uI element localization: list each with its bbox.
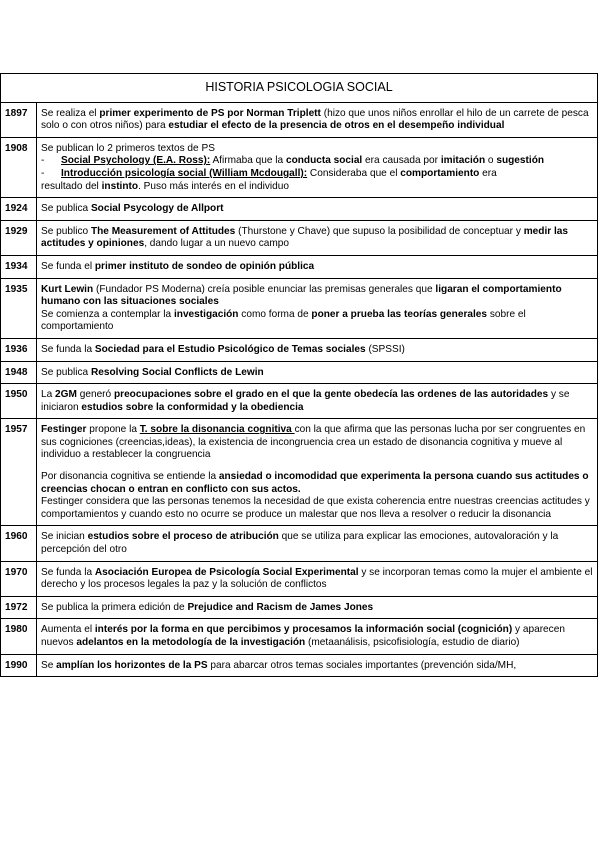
bold-term: The Measurement of Attitudes	[90, 225, 236, 237]
bold-term: Asociación Europea de Psicología Social Experimental	[94, 566, 359, 578]
dash-bullet: -	[41, 167, 45, 179]
text-fragment: y se iniciaron	[41, 389, 570, 413]
year-cell: 1908	[1, 137, 37, 197]
text-fragment: y se incorporan temas como la mujer el ambiente el derecho y los procesos legales la paz y la solución de conflictos	[41, 566, 593, 591]
text-fragment: Se realiza el	[41, 107, 100, 119]
text-fragment: Se publico	[41, 225, 91, 237]
event-paragraph	[41, 660, 593, 673]
text-fragment: Aumenta el	[41, 624, 95, 636]
text-fragment: propone la	[86, 424, 140, 436]
bold-term: conducta social	[285, 155, 363, 167]
year-cell: 1934	[1, 255, 37, 278]
year-cell: 1970	[1, 561, 37, 596]
text-fragment: Se comienza a contemplar la	[41, 308, 174, 320]
event-description	[37, 561, 598, 596]
text-fragment: Se funda el	[41, 260, 95, 272]
event-paragraph	[41, 108, 593, 133]
bold-term: estudiar el efecto de la presencia de otros en el desempeño individual	[168, 120, 505, 132]
text-fragment: La	[41, 389, 56, 401]
event-description	[37, 255, 598, 278]
year-cell: 1957	[1, 419, 37, 526]
bold-term: Prejudice and Racism de James Jones	[187, 601, 374, 613]
text-fragment: o	[485, 155, 497, 167]
event-description	[37, 596, 598, 619]
bold-term: interés por la forma en que percibimos y procesamos la información social (cognición)	[94, 624, 513, 636]
timeline-row-1924	[1, 198, 598, 221]
year-cell: 1948	[1, 361, 37, 384]
text-fragment: Se funda la	[41, 566, 95, 578]
bold-term: sugestión	[496, 155, 545, 167]
timeline-row-1970	[1, 561, 598, 596]
year-cell: 1929	[1, 220, 37, 255]
event-paragraph	[41, 389, 593, 414]
text-fragment: Se publican lo 2 primeros textos de PS	[41, 142, 215, 154]
year-cell: 1950	[1, 384, 37, 419]
timeline-row-1897	[1, 102, 598, 137]
event-paragraph	[41, 602, 593, 615]
event-description	[37, 361, 598, 384]
title-row	[1, 74, 598, 103]
bold-term: estudios sobre la conformidad y la obediencia	[81, 401, 304, 413]
event-paragraph	[41, 567, 593, 592]
timeline-row-1948	[1, 361, 598, 384]
underlined-term: T. sobre la disonancia cognitiva	[139, 424, 295, 436]
text-fragment: (metaanálisis, psicofisiología, estudio de diario)	[305, 637, 520, 648]
timeline-row-1929	[1, 220, 598, 255]
text-fragment: Se	[41, 659, 57, 671]
year-cell: 1980	[1, 619, 37, 654]
bold-term: ansiedad o incomodidad que experimenta la persona cuando sus actitudes o creencias chocan o entran en conflicto con sus actos.	[41, 471, 589, 495]
event-paragraph	[41, 309, 593, 334]
text-fragment: y aparecen nuevos	[41, 624, 565, 648]
bold-term: ligaran el comportamiento humano con las situaciones sociales	[41, 283, 562, 308]
text-fragment: sobre el comportamiento	[41, 308, 526, 333]
text-fragment: era	[479, 167, 497, 179]
year-cell: 1972	[1, 596, 37, 619]
text-fragment: (hizo que unos niños enrollar el hilo de un carrete de pesca solo o con otros niños) para	[41, 107, 589, 132]
sub-list	[41, 155, 593, 180]
timeline-row-1972	[1, 596, 598, 619]
paragraph-spacer	[41, 462, 593, 471]
text-fragment: Se publica la primera edición de	[41, 601, 188, 613]
year-cell: 1960	[1, 526, 37, 561]
text-fragment: Se funda la	[41, 343, 95, 355]
event-description	[37, 137, 598, 197]
timeline-row-1950	[1, 384, 598, 419]
event-paragraph	[41, 471, 593, 496]
bold-term: Kurt Lewin	[41, 283, 94, 295]
text-fragment: Por disonancia cognitiva se entiende la	[41, 471, 219, 483]
event-paragraph	[41, 344, 593, 357]
event-paragraph	[41, 624, 593, 649]
event-paragraph	[41, 367, 593, 380]
event-description	[37, 220, 598, 255]
history-document	[0, 73, 598, 677]
event-paragraph	[41, 284, 593, 309]
year-cell: 1935	[1, 278, 37, 338]
event-description	[37, 338, 598, 361]
text-fragment: era causada por	[362, 155, 441, 167]
text-fragment: Festinger considera que las personas tenemos la necesidad de que exista coherencia entre nuestras creencias actitudes y comportamientos y cuando esto no ocurre se produce un malestar que nos lleva a resolver o reducir la disonancia	[41, 496, 590, 520]
event-description	[37, 526, 598, 561]
bold-term: comportamiento	[400, 167, 480, 179]
underlined-term: Social Psychology (E.A. Ross):	[61, 155, 211, 167]
timeline-row-1936	[1, 338, 598, 361]
text-fragment: Se inician	[41, 531, 88, 543]
text-fragment: Se publica	[41, 203, 91, 215]
event-paragraph	[41, 203, 593, 216]
timeline-row-1908	[1, 137, 598, 197]
timeline-row-1960	[1, 526, 598, 561]
sub-list-item	[41, 155, 593, 168]
year-cell: 1924	[1, 198, 37, 221]
event-description	[37, 278, 598, 338]
bold-term: 2GM	[55, 389, 77, 401]
event-paragraph	[41, 261, 593, 274]
bold-term: preocupaciones sobre el grado en el que la gente obedecía las ordenes de las autoridades	[113, 389, 549, 401]
year-cell: 1990	[1, 654, 37, 677]
event-paragraph	[41, 496, 593, 521]
timeline-row-1980	[1, 619, 598, 654]
text-fragment: Afirmaba que la	[210, 155, 286, 167]
text-fragment: (Fundador PS Moderna) creía posible enunciar las premisas generales que	[93, 283, 436, 295]
timeline-row-1934	[1, 255, 598, 278]
event-description	[37, 619, 598, 654]
event-description	[37, 654, 598, 677]
text-fragment: , dando lugar a un nuevo campo	[144, 238, 289, 250]
bold-term: adelantos en la metodología de la investigación	[76, 637, 306, 648]
bold-term: Sociedad para el Estudio Psicológico de Temas sociales	[94, 343, 366, 355]
event-paragraph	[41, 143, 593, 156]
bold-term: estudios sobre el proceso de atribución	[87, 531, 279, 543]
bold-term: Festinger	[41, 424, 87, 436]
timeline-row-1935	[1, 278, 598, 338]
timeline-row-1990	[1, 654, 598, 677]
event-description	[37, 384, 598, 419]
underlined-term: Introducción psicología social (William Mcdougall):	[61, 167, 308, 179]
continuation-line	[41, 181, 593, 194]
bold-term: instinto	[101, 180, 139, 192]
bold-term: primer instituto de sondeo de opinión pública	[94, 260, 315, 272]
year-cell: 1897	[1, 102, 37, 137]
document-title: HISTORIA PSICOLOGIA SOCIAL	[1, 74, 598, 103]
event-paragraph	[41, 226, 593, 251]
timeline-row-1957	[1, 419, 598, 526]
text-fragment: Consideraba que el	[307, 167, 401, 179]
sub-list-item	[41, 167, 593, 181]
bold-term: Social Psycology de Allport	[90, 203, 224, 215]
text-fragment: generó	[76, 389, 114, 401]
text-fragment: Se publica	[41, 366, 91, 378]
bold-term: primer experimento de PS por Norman Triplett	[99, 107, 321, 119]
event-description	[37, 419, 598, 526]
bold-term: amplían los horizontes de la PS	[56, 659, 208, 671]
bold-term: poner a prueba las teorías generales	[311, 308, 488, 320]
bold-term: investigación	[173, 308, 239, 320]
text-fragment: con la que afirma que las personas lucha por ser congruentes en sus cogniciones (creencias,ideas), la existencia de incongruencia crea un estado de disonancia cognitiva y mueve al individuo a restablecer la congruencia	[41, 424, 586, 461]
text-fragment: (Thurstone y Chave) que supuso la posibilidad de conceptuar y	[235, 225, 524, 237]
text-fragment: . Puso más interés en el individuo	[138, 180, 289, 192]
text-fragment: para abarcar otros temas sociales importantes (prevención sida/MH,	[207, 659, 517, 671]
text-fragment: (SPSSI)	[365, 343, 405, 355]
event-description	[37, 102, 598, 137]
year-cell: 1936	[1, 338, 37, 361]
bold-term: Resolving Social Conflicts de Lewin	[90, 366, 264, 378]
dash-bullet: -	[41, 155, 45, 167]
history-table	[0, 73, 598, 677]
text-fragment: como forma de	[238, 308, 312, 320]
event-description	[37, 198, 598, 221]
text-fragment: que se utiliza para explicar las emociones, autovaloración y la percepción del otro	[41, 531, 559, 556]
text-fragment: resultado del	[41, 180, 102, 192]
event-paragraph	[41, 424, 593, 462]
event-paragraph	[41, 531, 593, 556]
bold-term: medir las actitudes y opiniones	[41, 225, 569, 250]
bold-term: imitación	[440, 155, 486, 167]
